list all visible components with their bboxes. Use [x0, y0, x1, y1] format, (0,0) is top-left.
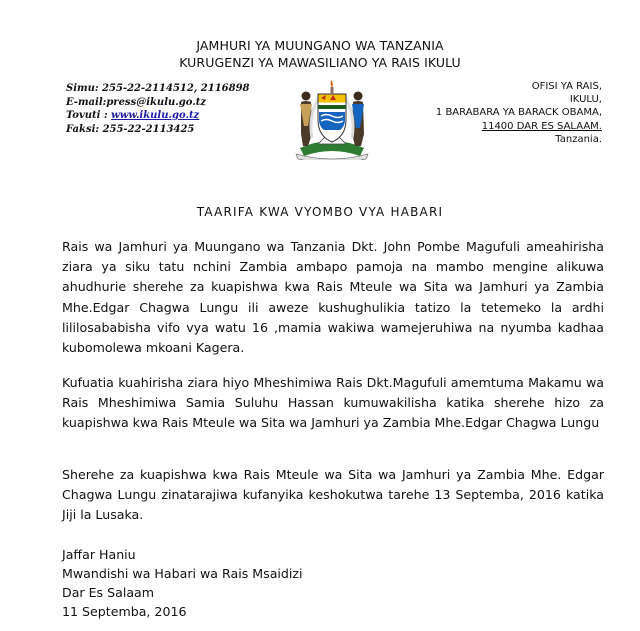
signature-block: [62, 545, 303, 621]
address-line-3: 1 BARABARA YA BARACK OBAMA,: [435, 107, 602, 119]
email-value: press@ikulu.go.tz: [106, 96, 207, 108]
header-line-2: KURUGENZI YA MAWASILIANO YA RAIS IKULU: [179, 55, 461, 70]
email-label: E-mail:: [66, 96, 107, 108]
address-line-2: IKULU,: [569, 94, 602, 106]
fax-line: Faksi: 255-22-2113425: [66, 123, 195, 135]
website-line: [66, 109, 250, 123]
signatory-date: 11 Septemba, 2016: [62, 604, 187, 619]
signatory-role: Mwandishi wa Habari wa Rais Msaidizi: [62, 566, 303, 581]
paragraph-2: Kufuatia kuahirisha ziara hiyo Mheshimiwa Rais Dkt.Magufuli amemtuma Makamu wa Rais Mheshimiwa Samia Suluhu Hassan kumuwakilisha katika sherehe hizo za kuapishwa kwa Rais Mteule wa Sita wa Jamhuri ya Zambia Mhe.Edgar Chagwa Lungu: [62, 375, 604, 431]
header-line-1: JAMHURI YA MUUNGANO WA TANZANIA: [196, 38, 444, 53]
address-line-5: Tanzania.: [555, 133, 602, 145]
phone-line: Simu: 255-22-2114512, 2116898: [66, 83, 250, 94]
email-line: [66, 96, 250, 110]
address-block: [436, 80, 602, 146]
contact-block: [66, 82, 250, 136]
coat-of-arms-icon: [290, 74, 374, 160]
address-line-1: OFISI YA RAIS,: [531, 81, 602, 92]
document-title: TAARIFA KWA VYOMBO VYA HABARI: [196, 205, 444, 219]
address-line-4: 11400 DAR ES SALAAM.: [481, 120, 602, 132]
paragraph-1: Rais wa Jamhuri ya Muungano wa Tanzania Dkt. John Pombe Magufuli ameahirisha ziara ya siku tatu nchini Zambia ambapo pamoja na mambo mengine alikuwa ahudhurie sherehe za kuapishwa kwa Rais Mteule wa Sita wa Jamhuri ya Zambia Mhe.Edgar Chagwa Lungu ili aweze kushughulikia tatizo la tetemeko la ardhi lililosababisha vifo vya watu 16 ,mamia wakiwa wamejeruhiwa na nyumba kadhaa kubomolewa mkoani Kagera.: [62, 239, 604, 356]
paragraph-3: Sherehe za kuapishwa kwa Rais Mteule wa Sita wa Jamhuri ya Zambia Mhe. Edgar Chagwa Lungu zinatarajiwa kufanyika keshokutwa tarehe 13 Septemba, 2016 katika Jiji la Lusaka.: [62, 467, 604, 523]
signatory-name: Jaffar Haniu: [62, 547, 136, 562]
website-label: Tovuti :: [66, 110, 112, 121]
signatory-place: Dar Es Salaam: [62, 585, 155, 600]
website-link[interactable]: www.ikulu.go.tz: [111, 110, 200, 121]
